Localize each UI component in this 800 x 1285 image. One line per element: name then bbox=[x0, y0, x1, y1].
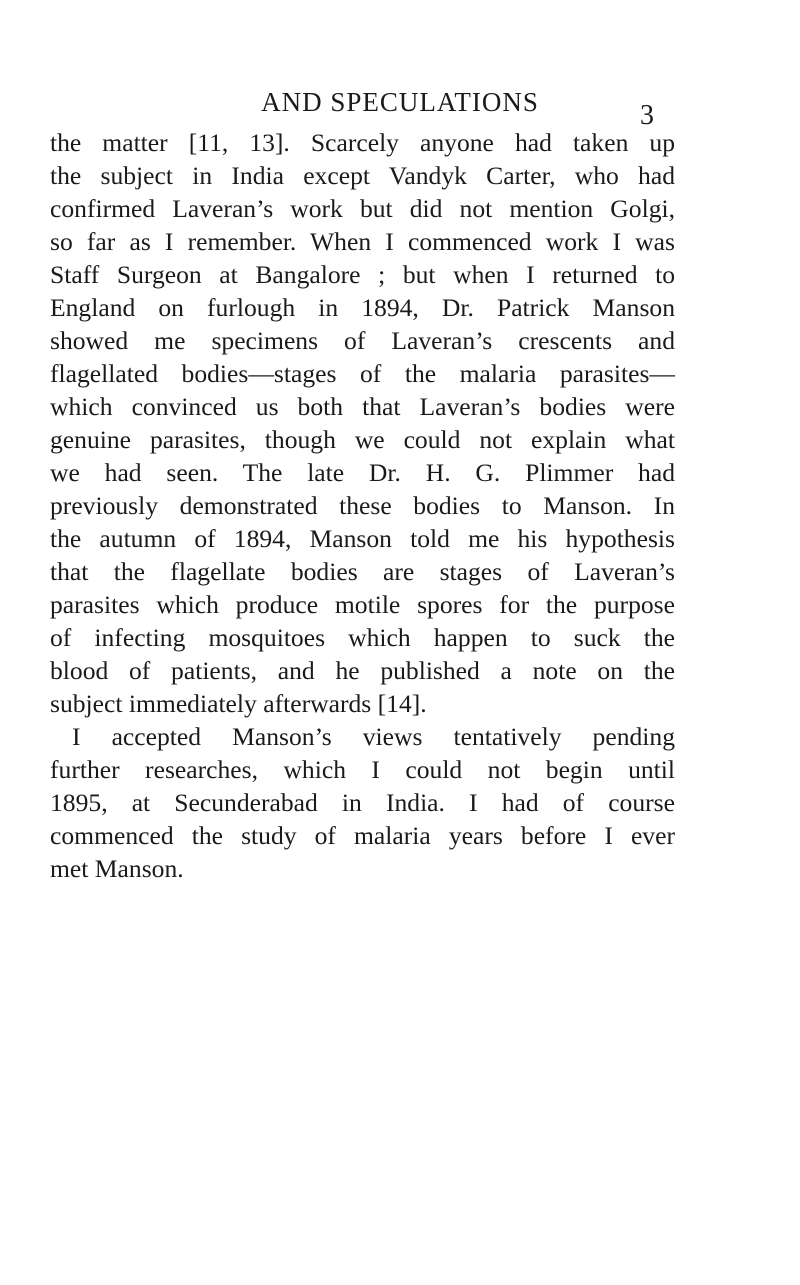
paragraph-2 bbox=[50, 720, 675, 885]
text-line: further researches, which I could not begin until bbox=[50, 755, 675, 784]
text-line: previously demonstrated these bodies to Manson. In bbox=[50, 491, 675, 520]
text-line: subject immediately afterwards [14]. bbox=[50, 689, 427, 718]
text-line: showed me specimens of Laveran’s crescents and bbox=[50, 326, 675, 355]
text-line: blood of patients, and he published a note on the bbox=[50, 656, 675, 685]
text-line: the autumn of 1894, Manson told me his hypothesis bbox=[50, 524, 675, 553]
text-line: 1895, at Secunderabad in India. I had of course bbox=[50, 788, 675, 817]
body-text bbox=[50, 126, 675, 885]
text-line: of infecting mosquitoes which happen to suck the bbox=[50, 623, 675, 652]
paragraph-1 bbox=[50, 126, 675, 720]
text-line: Staff Surgeon at Bangalore ; but when I returned to bbox=[50, 260, 675, 289]
text-line: the subject in India except Vandyk Carter, who had bbox=[50, 161, 675, 190]
running-head: AND SPECULATIONS bbox=[261, 87, 539, 117]
text-line: England on furlough in 1894, Dr. Patrick Manson bbox=[50, 293, 675, 322]
text-line: that the flagellate bodies are stages of Laveran’s bbox=[50, 557, 675, 586]
text-line: I accepted Manson’s views tentatively pending bbox=[72, 722, 675, 751]
text-line: we had seen. The late Dr. H. G. Plimmer had bbox=[50, 458, 675, 487]
text-line: so far as I remember. When I commenced work I was bbox=[50, 227, 675, 256]
text-line: the matter [11, 13]. Scarcely anyone had taken up bbox=[50, 128, 675, 157]
text-line: flagellated bodies—stages of the malaria parasites— bbox=[50, 359, 675, 388]
text-line: parasites which produce motile spores for the purpose bbox=[50, 590, 675, 619]
text-line: commenced the study of malaria years before I ever bbox=[50, 821, 675, 850]
text-line: met Manson. bbox=[50, 854, 184, 883]
text-line: which convinced us both that Laveran’s bodies were bbox=[50, 392, 675, 421]
text-line: confirmed Laveran’s work but did not mention Golgi, bbox=[50, 194, 675, 223]
text-line: genuine parasites, though we could not explain what bbox=[50, 425, 675, 454]
page-number: 3 bbox=[640, 100, 654, 131]
